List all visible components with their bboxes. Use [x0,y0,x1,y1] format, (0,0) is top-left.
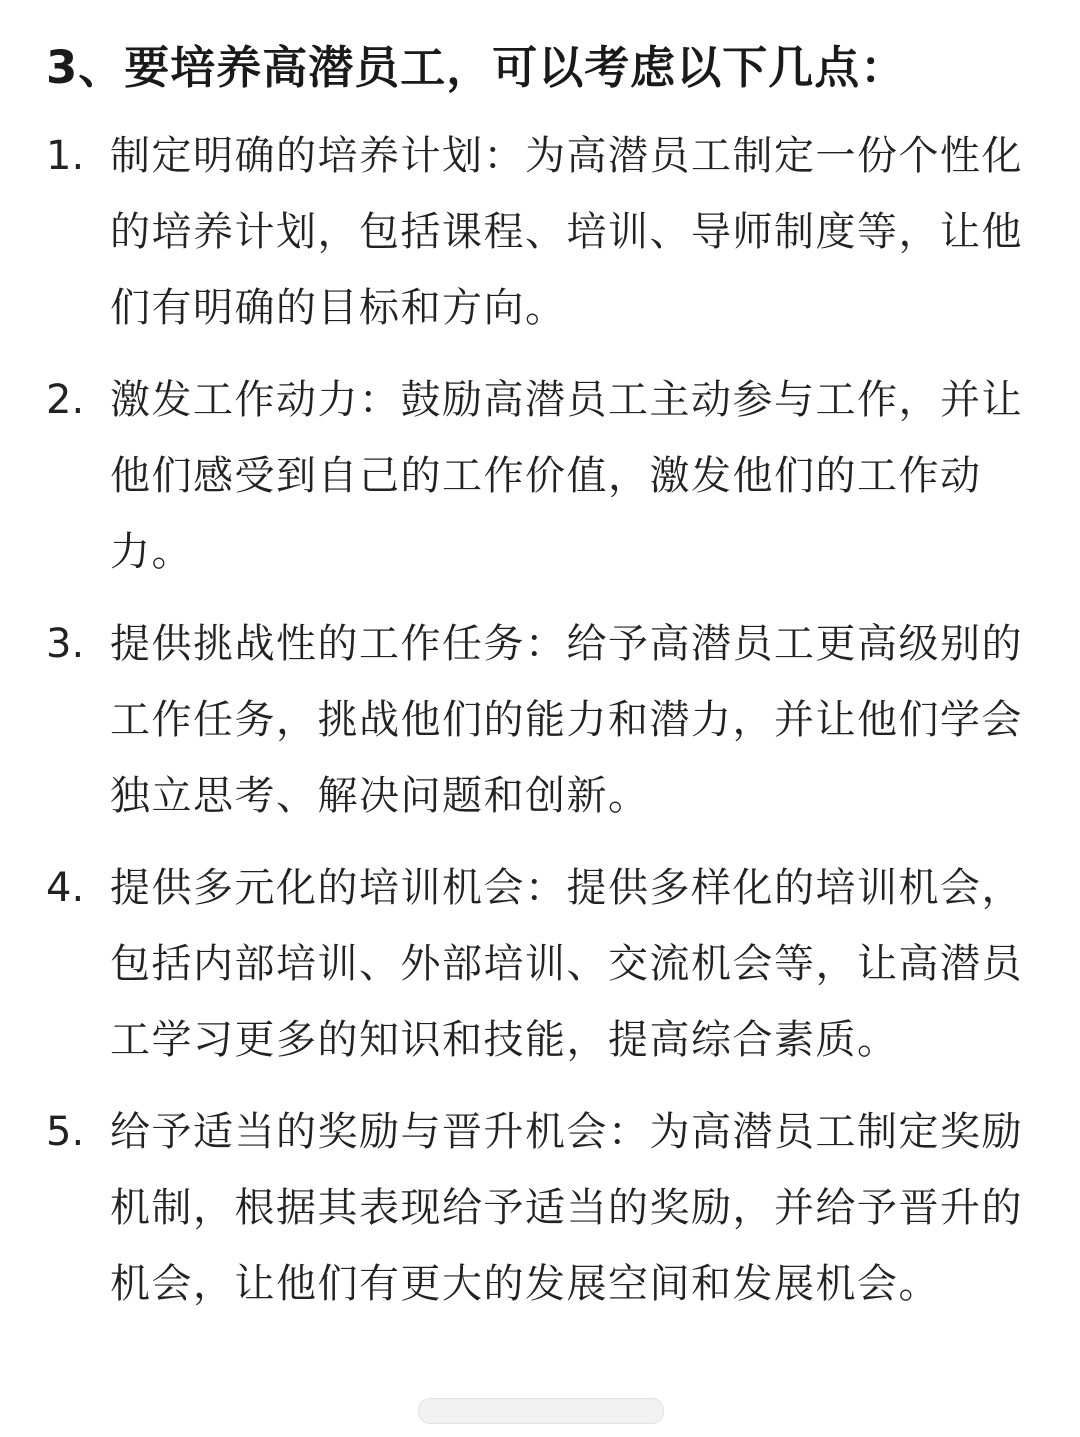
item-number: 3. [46,621,85,667]
item-text: 给予适当的奖励与晋升机会：为高潜员工制定奖励机制，根据其表现给予适当的奖励，并给予晋升的机会，让他们有更大的发展空间和发展机会。 [110,1109,1023,1307]
watermark [418,1398,664,1424]
item-number: 1. [46,133,85,179]
item-number: 4. [46,865,85,911]
list-item [46,850,1034,1078]
points-list [46,118,1034,1322]
item-text: 提供多元化的培训机会：提供多样化的培训机会，包括内部培训、外部培训、交流机会等，让高潜员工学习更多的知识和技能，提高综合素质。 [110,865,1023,1063]
item-text: 提供挑战性的工作任务：给予高潜员工更高级别的工作任务，挑战他们的能力和潜力，并让他们学会独立思考、解决问题和创新。 [110,621,1023,819]
section-heading: 3、要培养高潜员工，可以考虑以下几点： [46,41,907,94]
item-number: 5. [46,1109,85,1155]
item-text: 激发工作动力：鼓励高潜员工主动参与工作，并让他们感受到自己的工作价值，激发他们的工作动力。 [110,377,1023,575]
list-item [46,606,1034,834]
item-number: 2. [46,377,85,423]
list-item [46,1094,1034,1322]
list-item [46,118,1034,346]
item-text: 制定明确的培养计划：为高潜员工制定一份个性化的培养计划，包括课程、培训、导师制度等，让他们有明确的目标和方向。 [110,133,1023,331]
list-item [46,362,1034,590]
